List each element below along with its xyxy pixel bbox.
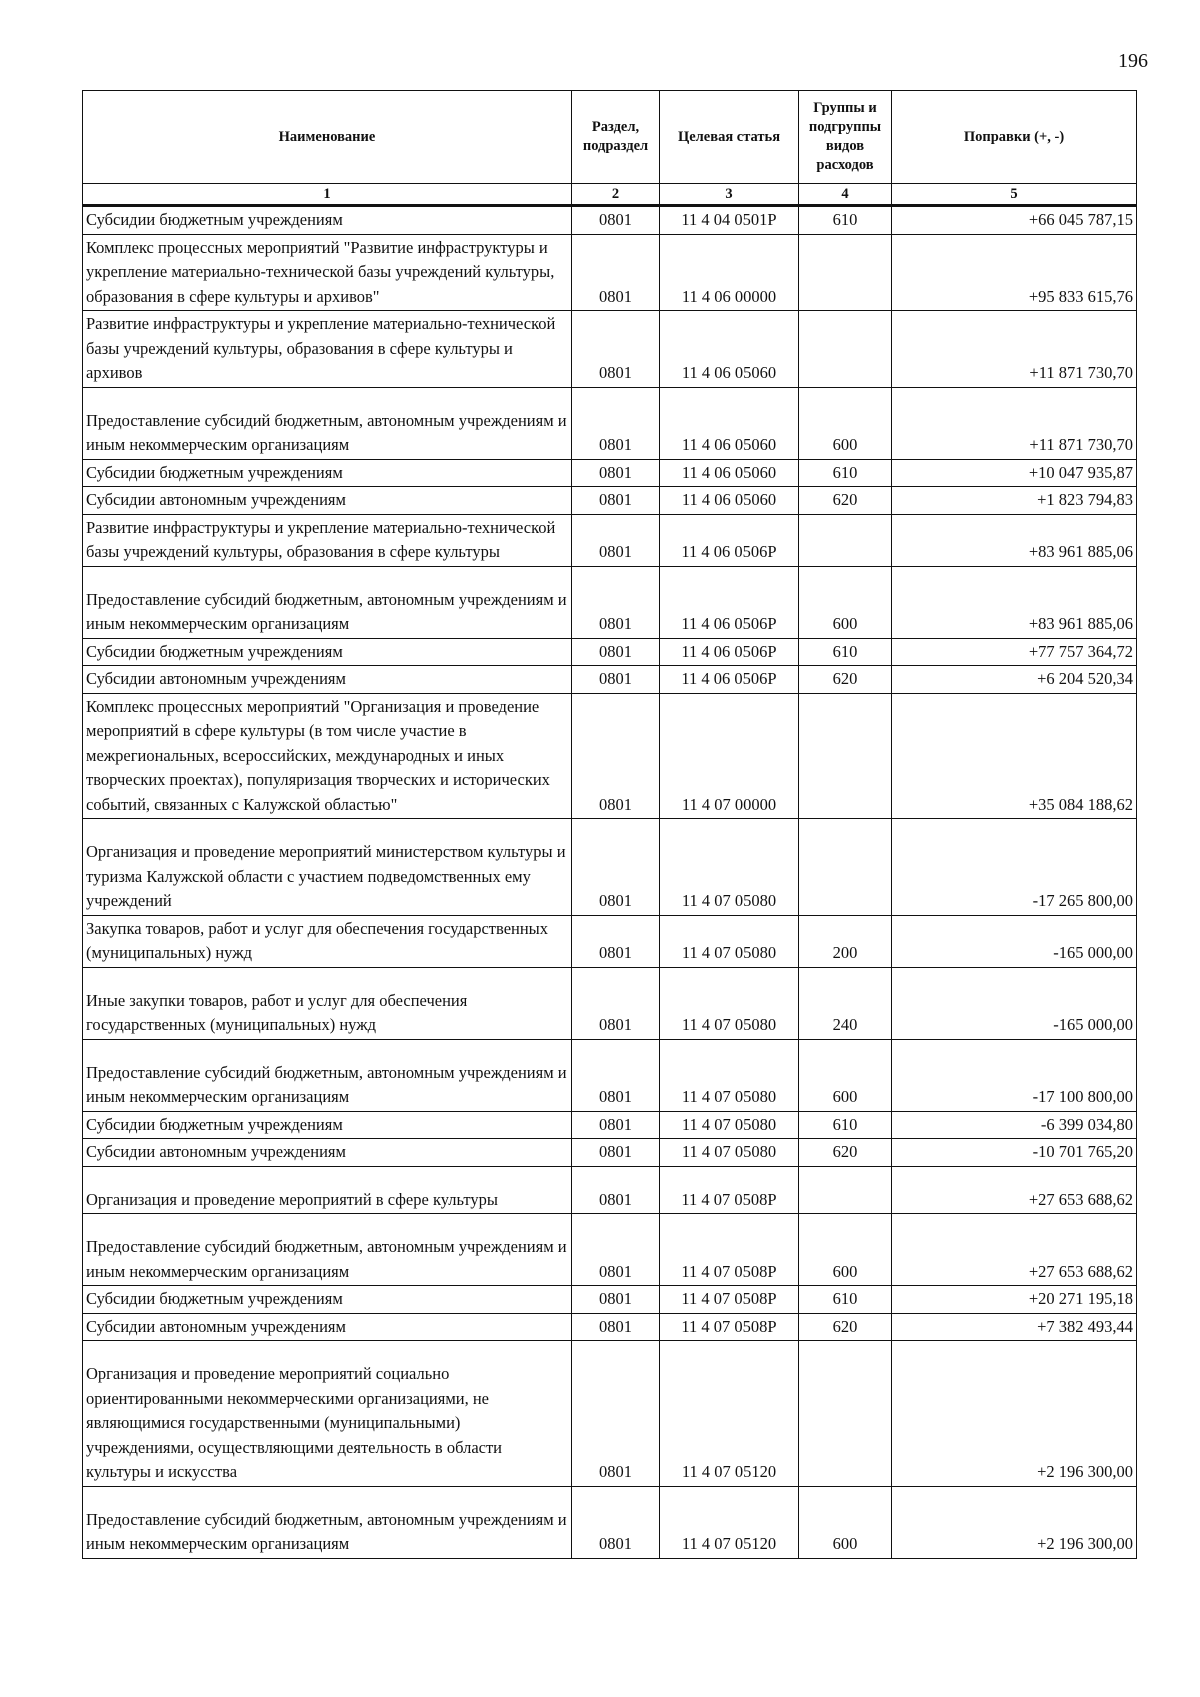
row-amount: +83 961 885,06 bbox=[892, 514, 1137, 566]
row-amount: +10 047 935,87 bbox=[892, 459, 1137, 487]
column-number: 3 bbox=[660, 184, 799, 206]
row-amount: +2 196 300,00 bbox=[892, 1341, 1137, 1487]
row-group: 600 bbox=[799, 1039, 892, 1111]
row-amount: +1 823 794,83 bbox=[892, 487, 1137, 515]
row-target: 11 4 07 05120 bbox=[660, 1486, 799, 1558]
table-row bbox=[83, 1214, 1137, 1286]
table-row bbox=[83, 459, 1137, 487]
row-section: 0801 bbox=[572, 1486, 660, 1558]
row-section: 0801 bbox=[572, 387, 660, 459]
row-target: 11 4 07 05080 bbox=[660, 1139, 799, 1167]
row-name: Развитие инфраструктуры и укрепление материально-технической базы учреждений культуры, образования в сфере культуры и архивов bbox=[83, 311, 572, 388]
row-section: 0801 bbox=[572, 311, 660, 388]
row-group: 610 bbox=[799, 638, 892, 666]
row-target: 11 4 07 0508Р bbox=[660, 1313, 799, 1341]
row-amount: +7 382 493,44 bbox=[892, 1313, 1137, 1341]
row-target: 11 4 06 0506Р bbox=[660, 514, 799, 566]
row-section: 0801 bbox=[572, 1166, 660, 1214]
row-amount: +6 204 520,34 bbox=[892, 666, 1137, 694]
row-target: 11 4 06 0506Р bbox=[660, 566, 799, 638]
table-body bbox=[83, 206, 1137, 1559]
row-group bbox=[799, 1166, 892, 1214]
table-row bbox=[83, 1313, 1137, 1341]
row-name: Предоставление субсидий бюджетным, автономным учреждениям и иным некоммерческим организациям bbox=[83, 566, 572, 638]
row-amount: +2 196 300,00 bbox=[892, 1486, 1137, 1558]
row-name: Комплекс процессных мероприятий "Развитие инфраструктуры и укрепление материально-технической базы учреждений культуры, образования в сфере культуры и архивов" bbox=[83, 234, 572, 311]
row-amount: -10 701 765,20 bbox=[892, 1139, 1137, 1167]
table-row bbox=[83, 566, 1137, 638]
row-group: 610 bbox=[799, 206, 892, 235]
row-group bbox=[799, 819, 892, 916]
row-section: 0801 bbox=[572, 693, 660, 819]
row-group: 610 bbox=[799, 459, 892, 487]
row-name: Предоставление субсидий бюджетным, автономным учреждениям и иным некоммерческим организациям bbox=[83, 1486, 572, 1558]
row-section: 0801 bbox=[572, 459, 660, 487]
row-name: Организация и проведение мероприятий социально ориентированными некоммерческими организациями, не являющимися государственными (муниципальными) учреждениями, осуществляющими деятельность в области культуры и искусства bbox=[83, 1341, 572, 1487]
row-target: 11 4 06 05060 bbox=[660, 459, 799, 487]
row-group: 620 bbox=[799, 1313, 892, 1341]
page-number: 196 bbox=[1118, 50, 1148, 72]
row-group: 200 bbox=[799, 915, 892, 967]
row-target: 11 4 07 05120 bbox=[660, 1341, 799, 1487]
row-name: Закупка товаров, работ и услуг для обеспечения государственных (муниципальных) нужд bbox=[83, 915, 572, 967]
row-target: 11 4 06 00000 bbox=[660, 234, 799, 311]
table-header-row bbox=[83, 91, 1137, 184]
row-name: Организация и проведение мероприятий министерством культуры и туризма Калужской области с участием подведомственных ему учреждений bbox=[83, 819, 572, 916]
row-section: 0801 bbox=[572, 1111, 660, 1139]
column-number: 5 bbox=[892, 184, 1137, 206]
row-group: 610 bbox=[799, 1111, 892, 1139]
row-target: 11 4 07 05080 bbox=[660, 915, 799, 967]
row-section: 0801 bbox=[572, 1286, 660, 1314]
header-amount: Поправки (+, -) bbox=[892, 91, 1137, 184]
table-row bbox=[83, 514, 1137, 566]
header-group: Группы и подгруппы видов расходов bbox=[799, 91, 892, 184]
row-amount: +27 653 688,62 bbox=[892, 1214, 1137, 1286]
row-group bbox=[799, 311, 892, 388]
table-row bbox=[83, 1111, 1137, 1139]
column-number: 4 bbox=[799, 184, 892, 206]
row-section: 0801 bbox=[572, 1139, 660, 1167]
table-row bbox=[83, 1341, 1137, 1487]
row-group: 600 bbox=[799, 566, 892, 638]
table-row bbox=[83, 967, 1137, 1039]
row-target: 11 4 07 00000 bbox=[660, 693, 799, 819]
table-row bbox=[83, 234, 1137, 311]
row-name: Субсидии автономным учреждениям bbox=[83, 1139, 572, 1167]
row-group: 620 bbox=[799, 487, 892, 515]
table-row bbox=[83, 1166, 1137, 1214]
table-row bbox=[83, 1039, 1137, 1111]
table-row bbox=[83, 487, 1137, 515]
column-number: 2 bbox=[572, 184, 660, 206]
row-name: Предоставление субсидий бюджетным, автономным учреждениям и иным некоммерческим организациям bbox=[83, 1214, 572, 1286]
row-group: 610 bbox=[799, 1286, 892, 1314]
row-group bbox=[799, 693, 892, 819]
column-number: 1 bbox=[83, 184, 572, 206]
table-row bbox=[83, 819, 1137, 916]
row-section: 0801 bbox=[572, 514, 660, 566]
row-target: 11 4 06 0506Р bbox=[660, 666, 799, 694]
row-target: 11 4 06 0506Р bbox=[660, 638, 799, 666]
header-section: Раздел, подраздел bbox=[572, 91, 660, 184]
row-name: Предоставление субсидий бюджетным, автономным учреждениям и иным некоммерческим организациям bbox=[83, 387, 572, 459]
row-section: 0801 bbox=[572, 1214, 660, 1286]
table-row bbox=[83, 1139, 1137, 1167]
row-amount: +95 833 615,76 bbox=[892, 234, 1137, 311]
row-section: 0801 bbox=[572, 206, 660, 235]
row-name: Развитие инфраструктуры и укрепление материально-технической базы учреждений культуры, образования в сфере культуры bbox=[83, 514, 572, 566]
row-group: 600 bbox=[799, 1214, 892, 1286]
row-target: 11 4 06 05060 bbox=[660, 387, 799, 459]
table-row bbox=[83, 311, 1137, 388]
row-name: Субсидии бюджетным учреждениям bbox=[83, 1111, 572, 1139]
row-name: Субсидии бюджетным учреждениям bbox=[83, 1286, 572, 1314]
row-amount: +66 045 787,15 bbox=[892, 206, 1137, 235]
row-group bbox=[799, 234, 892, 311]
row-group bbox=[799, 514, 892, 566]
row-target: 11 4 07 0508Р bbox=[660, 1286, 799, 1314]
row-name: Организация и проведение мероприятий в сфере культуры bbox=[83, 1166, 572, 1214]
row-section: 0801 bbox=[572, 566, 660, 638]
table-row bbox=[83, 1286, 1137, 1314]
row-group bbox=[799, 1341, 892, 1487]
row-amount: +11 871 730,70 bbox=[892, 387, 1137, 459]
row-name: Комплекс процессных мероприятий "Организация и проведение мероприятий в сфере культуры (в том числе участие в межрегиональных, всероссийских, международных и иных творческих проектах), популяризация творческих и исторических событий, связанных с Калужской областью" bbox=[83, 693, 572, 819]
row-target: 11 4 07 0508Р bbox=[660, 1166, 799, 1214]
header-name: Наименование bbox=[83, 91, 572, 184]
budget-table bbox=[82, 90, 1137, 1559]
row-target: 11 4 06 05060 bbox=[660, 487, 799, 515]
row-amount: +27 653 688,62 bbox=[892, 1166, 1137, 1214]
header-target: Целевая статья bbox=[660, 91, 799, 184]
row-section: 0801 bbox=[572, 819, 660, 916]
row-name: Субсидии бюджетным учреждениям bbox=[83, 206, 572, 235]
row-section: 0801 bbox=[572, 1341, 660, 1487]
row-section: 0801 bbox=[572, 915, 660, 967]
row-section: 0801 bbox=[572, 234, 660, 311]
table-row bbox=[83, 693, 1137, 819]
row-target: 11 4 06 05060 bbox=[660, 311, 799, 388]
row-name: Субсидии бюджетным учреждениям bbox=[83, 459, 572, 487]
table-row bbox=[83, 638, 1137, 666]
row-section: 0801 bbox=[572, 1313, 660, 1341]
row-target: 11 4 07 05080 bbox=[660, 1111, 799, 1139]
row-name: Субсидии автономным учреждениям bbox=[83, 666, 572, 694]
row-amount: -17 100 800,00 bbox=[892, 1039, 1137, 1111]
column-number-row bbox=[83, 184, 1137, 206]
row-target: 11 4 07 05080 bbox=[660, 967, 799, 1039]
row-name: Субсидии автономным учреждениям bbox=[83, 487, 572, 515]
row-amount: +77 757 364,72 bbox=[892, 638, 1137, 666]
row-section: 0801 bbox=[572, 967, 660, 1039]
row-amount: -6 399 034,80 bbox=[892, 1111, 1137, 1139]
row-section: 0801 bbox=[572, 487, 660, 515]
row-name: Иные закупки товаров, работ и услуг для обеспечения государственных (муниципальных) нужд bbox=[83, 967, 572, 1039]
row-target: 11 4 07 05080 bbox=[660, 1039, 799, 1111]
row-amount: -165 000,00 bbox=[892, 967, 1137, 1039]
row-group: 620 bbox=[799, 666, 892, 694]
row-amount: -165 000,00 bbox=[892, 915, 1137, 967]
table-row bbox=[83, 1486, 1137, 1558]
row-amount: +20 271 195,18 bbox=[892, 1286, 1137, 1314]
row-name: Субсидии бюджетным учреждениям bbox=[83, 638, 572, 666]
row-amount: +11 871 730,70 bbox=[892, 311, 1137, 388]
table-row bbox=[83, 387, 1137, 459]
row-group: 620 bbox=[799, 1139, 892, 1167]
row-group: 600 bbox=[799, 1486, 892, 1558]
row-amount: +35 084 188,62 bbox=[892, 693, 1137, 819]
row-group: 240 bbox=[799, 967, 892, 1039]
row-amount: +83 961 885,06 bbox=[892, 566, 1137, 638]
row-target: 11 4 04 0501Р bbox=[660, 206, 799, 235]
table-row bbox=[83, 915, 1137, 967]
row-amount: -17 265 800,00 bbox=[892, 819, 1137, 916]
row-target: 11 4 07 0508Р bbox=[660, 1214, 799, 1286]
table-row bbox=[83, 666, 1137, 694]
row-section: 0801 bbox=[572, 666, 660, 694]
row-section: 0801 bbox=[572, 638, 660, 666]
row-name: Субсидии автономным учреждениям bbox=[83, 1313, 572, 1341]
row-section: 0801 bbox=[572, 1039, 660, 1111]
row-group: 600 bbox=[799, 387, 892, 459]
row-name: Предоставление субсидий бюджетным, автономным учреждениям и иным некоммерческим организациям bbox=[83, 1039, 572, 1111]
table-row bbox=[83, 206, 1137, 235]
row-target: 11 4 07 05080 bbox=[660, 819, 799, 916]
